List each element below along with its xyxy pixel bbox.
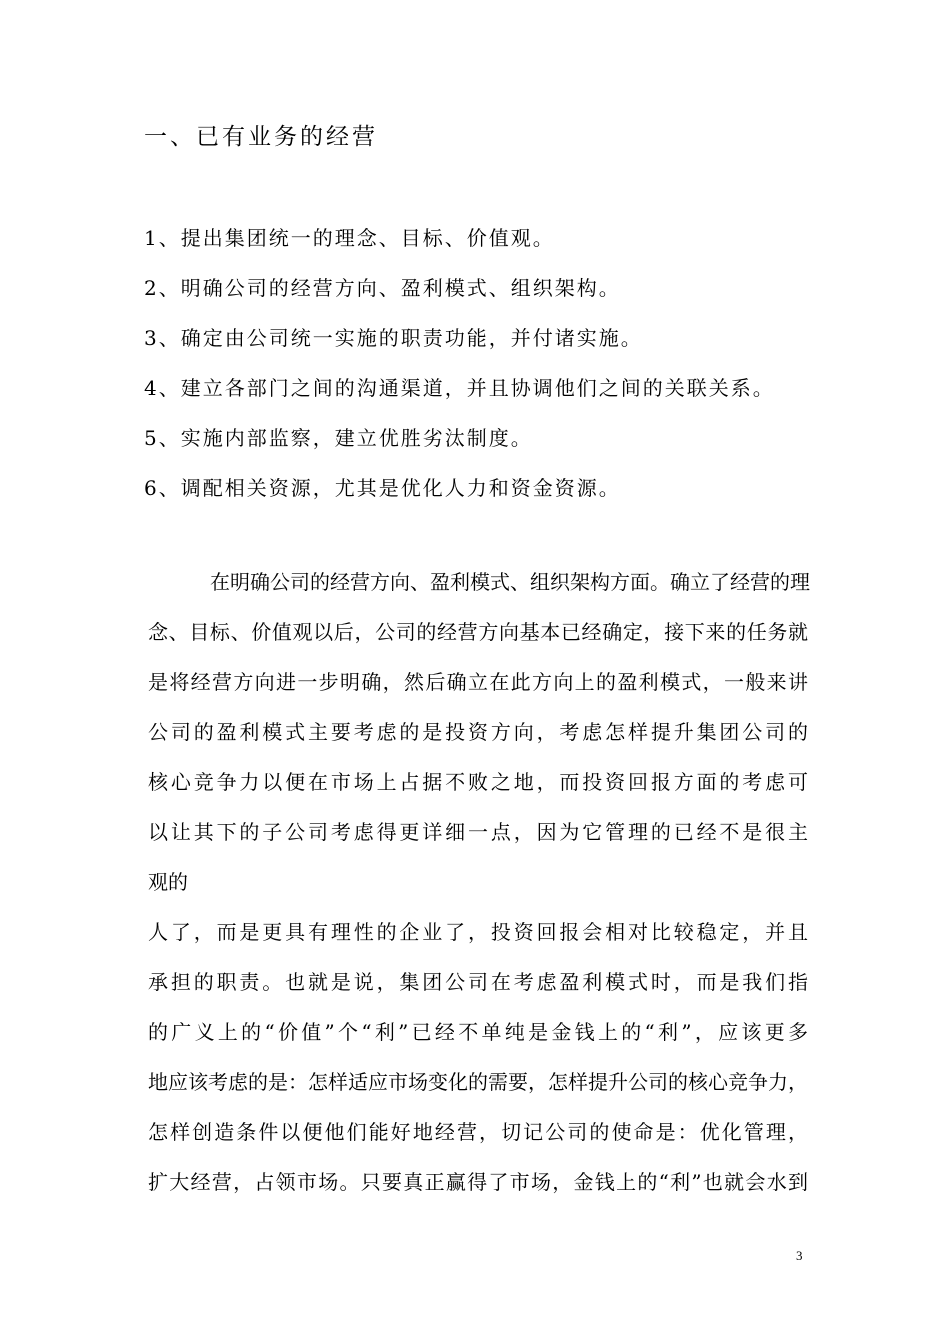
list-item: 3、确定由公司统一实施的职责功能，并付诸实施。 — [144, 326, 643, 350]
body-paragraph-1 — [148, 566, 808, 916]
paragraph-line: 怎样创造条件以便他们能好地经营，切记公司的使命是：优化管理， — [148, 1120, 808, 1144]
paragraph-line: 以让其下的子公司考虑得更详细一点，因为它管理的已经不是很主 — [148, 820, 808, 844]
list-item: 1、提出集团统一的理念、目标、价值观。 — [144, 226, 555, 250]
task-list — [144, 222, 775, 522]
paragraph-line: 核心竞争力以便在市场上占据不败之地，而投资回报方面的考虑可 — [148, 770, 808, 794]
list-item: 2、明确公司的经营方向、盈利模式、组织架构。 — [144, 276, 621, 300]
body-paragraph-2 — [148, 916, 808, 1216]
list-item: 6、调配相关资源，尤其是优化人力和资金资源。 — [144, 476, 621, 500]
paragraph-line: 在明确公司的经营方向、盈利模式、组织架构方面。确立了经营的理 — [210, 570, 810, 594]
paragraph-line: 人了，而是更具有理性的企业了，投资回报会相对比较稳定，并且 — [148, 920, 808, 944]
section-heading: 一、已有业务的经营 — [144, 124, 378, 150]
list-item: 5、实施内部监察，建立优胜劣汰制度。 — [144, 426, 533, 450]
paragraph-line: 的广义上的“价值”个“利”已经不单纯是金钱上的“利”，应该更多 — [148, 1020, 808, 1044]
paragraph-line: 公司的盈利模式主要考虑的是投资方向，考虑怎样提升集团公司的 — [148, 720, 808, 744]
paragraph-line: 承担的职责。也就是说，集团公司在考虑盈利模式时，而是我们指 — [148, 970, 808, 994]
paragraph-line: 观的 — [148, 870, 188, 894]
paragraph-line: 是将经营方向进一步明确，然后确立在此方向上的盈利模式，一般来讲 — [148, 670, 808, 694]
list-item: 4、建立各部门之间的沟通渠道，并且协调他们之间的关联关系。 — [144, 376, 775, 400]
paragraph-line: 扩大经营，占领市场。只要真正赢得了市场，金钱上的“利”也就会水到 — [148, 1170, 808, 1194]
paragraph-line: 地应该考虑的是：怎样适应市场变化的需要，怎样提升公司的核心竞争力， — [148, 1070, 808, 1094]
paragraph-line: 念、目标、价值观以后，公司的经营方向基本已经确定，接下来的任务就 — [148, 620, 808, 644]
page-number: 3 — [796, 1248, 803, 1263]
